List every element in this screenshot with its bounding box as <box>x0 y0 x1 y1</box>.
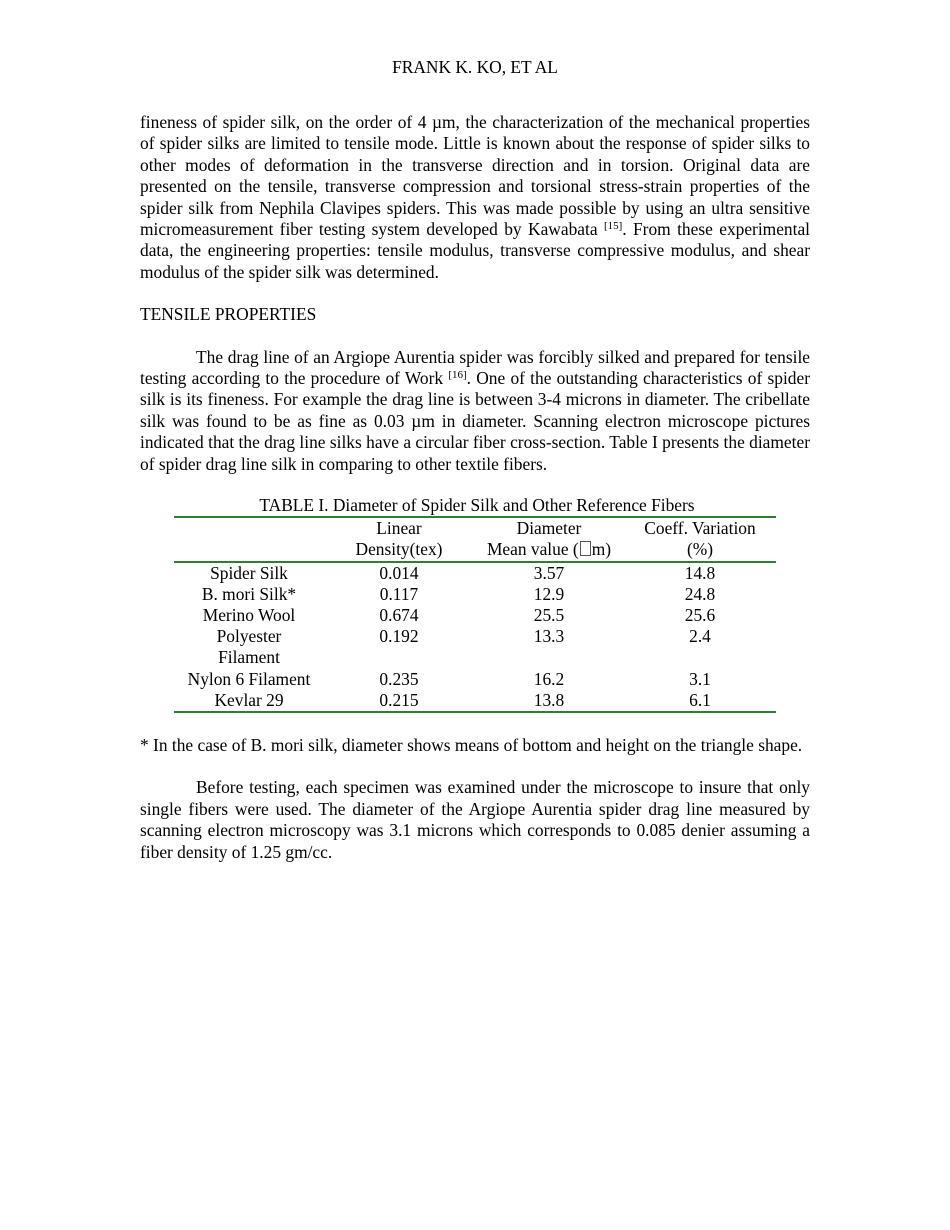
diameter-cell: 16.2 <box>533 668 565 689</box>
density-cell: 0.235 <box>379 668 419 689</box>
density-cell: 0.674 <box>379 604 419 625</box>
missing-glyph-box <box>580 541 591 556</box>
density-cell: 0.215 <box>379 689 419 710</box>
cv-cell: 6.1 <box>689 689 711 710</box>
diameter-cell: 13.3 <box>533 626 565 647</box>
density-cell: 0.192 <box>379 626 419 647</box>
table-row <box>174 669 776 690</box>
header-cell: Mean value ( m) <box>474 539 624 561</box>
table-row <box>174 626 776 668</box>
fiber-name-cell: B. mori Silk* <box>201 583 297 604</box>
header-cell: Density(tex) <box>324 539 474 561</box>
cv-cell: 24.8 <box>684 583 716 604</box>
header-cell: Diameter <box>516 518 582 539</box>
diameter-cell: 3.57 <box>533 562 565 583</box>
cv-cell: 3.1 <box>689 668 711 689</box>
diameter-cell: 13.8 <box>533 689 565 710</box>
fiber-name-cell: Spider Silk <box>210 562 288 583</box>
page-body <box>140 112 810 863</box>
header-cell <box>174 517 324 539</box>
header-cell: (%) <box>624 539 776 561</box>
section-heading: TENSILE PROPERTIES <box>140 304 317 325</box>
table-1 <box>174 495 776 713</box>
table-footnote: * In the case of B. mori silk, diameter shows means of bottom and height on the triangle shape. <box>140 734 803 755</box>
fiber-name-cell: Nylon 6 Filament <box>187 668 311 689</box>
intro-paragraph: fineness of spider silk, on the order of 4 µm, the characterization of the mechanical properties of spider silks are limited to tensile mode. Little is known about the response of spider silks to other modes of deformation in the transverse direction and in torsion. Original data are presented on the tensile, transverse compression and torsional stress-strain properties of the spider silk from Nephila Clavipes spiders. This was made possible by using an ultra sensitive micromeasurement fiber testing system developed by Kawabata [15]. From these experimental data, the engineering properties: tensile modulus, transverse compressive modulus, and shear modulus of the spider silk was determined. <box>140 112 810 282</box>
citation-15: [15] <box>603 220 623 233</box>
table-caption: TABLE I. Diameter of Spider Silk and Other Reference Fibers <box>259 495 695 516</box>
table-row <box>174 690 776 712</box>
fiber-name-cell: Merino Wool <box>202 604 296 625</box>
running-header: FRANK K. KO, ET AL <box>392 57 558 77</box>
header-cell: Linear <box>376 518 422 539</box>
diameter-cell: 25.5 <box>533 604 565 625</box>
testing-paragraph: Before testing, each specimen was examined under the microscope to insure that only single fibers were used. The diameter of the Argiope Aurentia spider drag line measured by scanning electron microscopy was 3.1 microns which corresponds to 0.085 denier assuming a fiber density of 1.25 gm/cc. <box>140 777 810 862</box>
table-row <box>174 584 776 605</box>
table-row <box>174 605 776 626</box>
header-cell: Coeff. Variation <box>644 518 756 539</box>
fiber-name-cell: Polyester Filament <box>216 626 282 668</box>
tensile-paragraph: The drag line of an Argiope Aurentia spider was forcibly silked and prepared for tensile testing according to the procedure of Work [16]. One of the outstanding characteristics of spider silk is its fineness. For example the drag line is between 3-4 microns in diameter. The cribellate silk was found to be as fine as 0.03 µm in diameter. Scanning electron microscope pictures indicated that the drag line silks have a circular fiber cross-section. Table I presents the diameter of spider drag line silk in comparing to other textile fibers. <box>140 346 810 474</box>
cv-cell: 2.4 <box>689 626 711 647</box>
table-row <box>174 562 776 584</box>
fiber-diameter-table <box>174 516 776 713</box>
header-cell <box>174 539 324 561</box>
cv-cell: 14.8 <box>684 562 716 583</box>
density-cell: 0.014 <box>379 562 419 583</box>
diameter-cell: 12.9 <box>533 583 565 604</box>
citation-16: [16] <box>448 369 467 382</box>
density-cell: 0.117 <box>379 583 419 604</box>
cv-cell: 25.6 <box>684 604 716 625</box>
fiber-name-cell: Kevlar 29 <box>214 689 284 710</box>
